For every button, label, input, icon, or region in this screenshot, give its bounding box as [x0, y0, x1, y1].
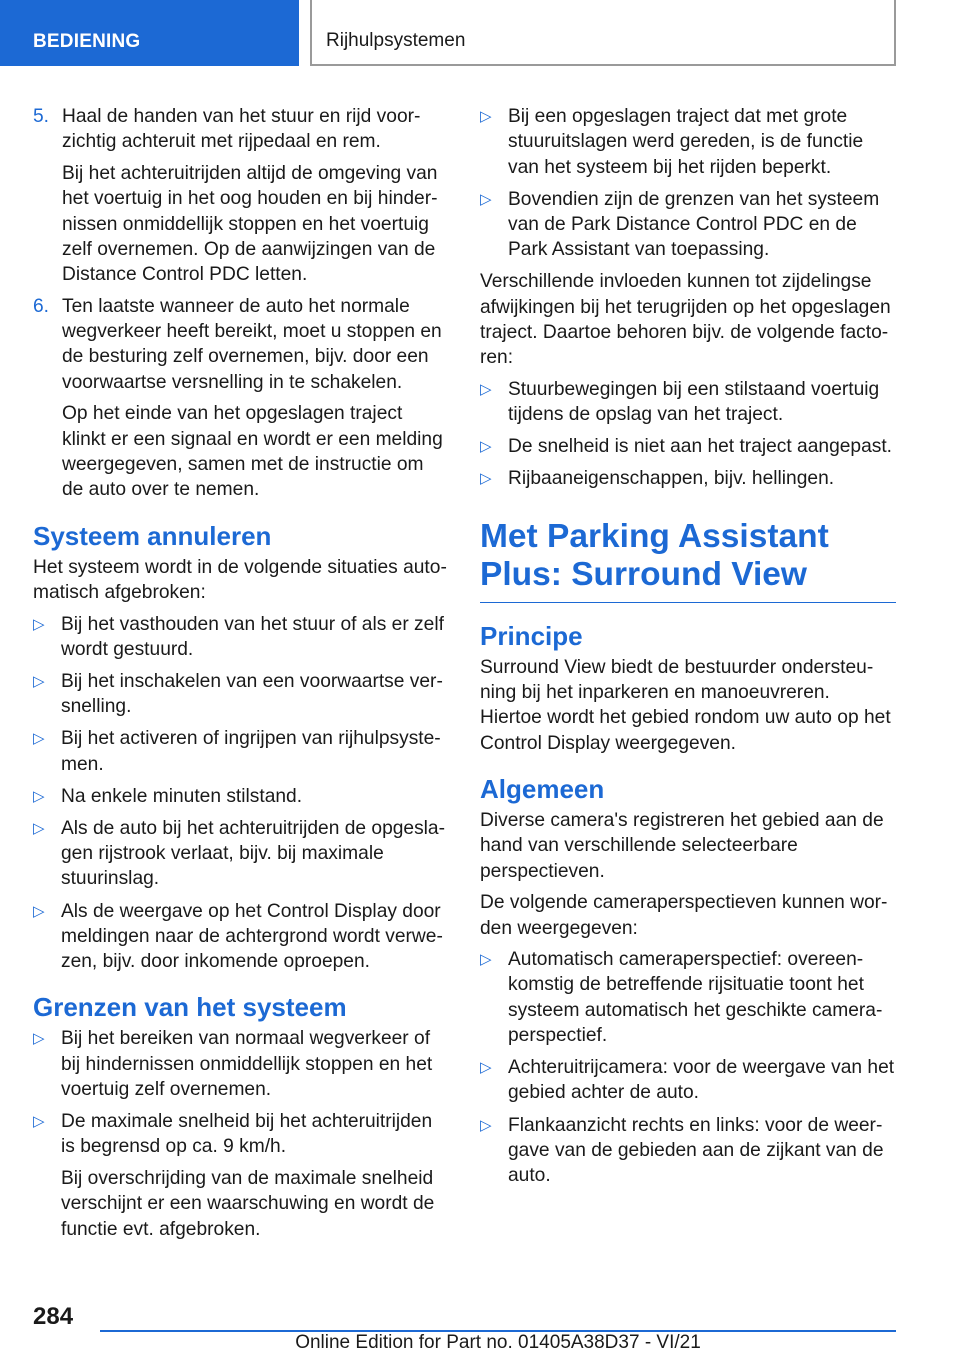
triangle-bullet-icon: ▷ — [33, 1030, 45, 1048]
step-text: Bij het achteruitrijden altijd de omgeving van het voertuig in het oog houden en bij hindernissen onmiddellijk stoppen en het voertuig zelf overnemen. Op de aanwijzingen van de Distance Control PDC letten. — [62, 162, 438, 286]
page-header — [0, 0, 960, 66]
list-item — [480, 947, 896, 1048]
step-number: 5. — [33, 106, 50, 127]
section-heading-principle: Principe — [480, 620, 583, 651]
list-item-text: Rijbaaneigenschappen, bijv. hellingen. — [508, 468, 835, 490]
triangle-bullet-icon: ▷ — [480, 951, 492, 969]
paragraph: Het systeem wordt in de volgende situaties automatisch afgebroken: — [33, 556, 447, 603]
list-item-text: Stuurbewegingen bij een stilstaand voertuig tijdens de opslag van het traject. — [508, 378, 880, 426]
section-heading-limits: Grenzen van het systeem — [33, 992, 347, 1023]
chapter-tab — [310, 0, 896, 66]
list-item-text: Bovendien zijn de grenzen van het systeem van de Park Distance Control PDC en de Park Assistant van toepassing. — [508, 188, 880, 261]
list-item-text: Bij het activeren of ingrijpen van rijhulpsystemen. — [61, 728, 441, 775]
list-item — [33, 669, 449, 720]
edition-note: Online Edition for Part no. 01405A38D37 - VI/21 — [295, 1332, 701, 1353]
chapter-heading: Met Parking Assistant Plus: Surround View — [480, 518, 896, 603]
paragraph: Diverse camera's registreren het gebied aan de hand van verschillende selecteerbare perspectieven. — [480, 809, 884, 882]
list-item-text: Bij een opgeslagen traject dat met grote stuuruitslagen werd gereden, is de functie van het systeem bij het rijden beperkt. — [508, 106, 864, 178]
list-item-text: Automatisch cameraperspectief: overeenkomstig de betreffende rijsituatie toont het systeem automatisch het geschikte cameraperspectief. — [508, 949, 883, 1047]
triangle-bullet-icon: ▷ — [480, 190, 492, 208]
list-item-text: Als de auto bij het achteruitrijden de opgeslagen rijstrook verlaat, bijv. bij maximale stuurinslag. — [61, 817, 445, 890]
list-item — [480, 377, 896, 428]
triangle-bullet-icon: ▷ — [33, 1113, 45, 1131]
list-item — [33, 726, 449, 777]
page-number: 284 — [33, 1303, 74, 1330]
list-item-text: Na enkele minuten stilstand. — [61, 785, 303, 807]
step-text: Ten laatste wanneer de auto het normale wegverkeer heeft bereikt, moet u stoppen en de besturing zelf overnemen, bijv. door een voorwaartse versnelling in te schakelen. — [62, 295, 442, 393]
list-item-text: Bij het bereiken van normaal wegverkeer of bij hindernissen onmiddellijk stoppen en het voertuig zelf overnemen. — [61, 1028, 433, 1101]
list-item-text: Bij het inschakelen van een voorwaartse versnelling. — [61, 671, 443, 718]
list-item-text: Als de weergave op het Control Display door meldingen naar de achtergrond wordt verwezen, bijv. door inkomende oproepen. — [61, 900, 443, 973]
step-6 — [33, 294, 449, 503]
list-item-text: De maximale snelheid bij het achteruitrijden is begrensd op ca. 9 km/h. — [61, 1111, 433, 1158]
triangle-bullet-icon: ▷ — [480, 470, 492, 488]
list-item — [33, 612, 449, 663]
list-item-text: De snelheid is niet aan het traject aangepast. — [508, 436, 893, 458]
triangle-bullet-icon: ▷ — [480, 1116, 492, 1134]
list-item-text: Flankaanzicht rechts en links: voor de weergave van de gebieden aan de zijkant van de auto. — [508, 1114, 884, 1187]
step-text: Op het einde van het opgeslagen traject klinkt er een signaal en wordt er een melding weergegeven, samen met de instructie om de auto over te nemen. — [62, 403, 443, 501]
list-item — [480, 104, 896, 180]
triangle-bullet-icon: ▷ — [480, 108, 492, 125]
triangle-bullet-icon: ▷ — [480, 1059, 492, 1077]
paragraph: Surround View biedt de bestuurder ondersteuning bij het inparkeren en manoeuvreren. Hiertoe wordt het gebied rondom uw auto op het Control Display weergegeven. — [480, 656, 891, 754]
list-item — [33, 1109, 449, 1242]
list-item — [33, 1026, 449, 1102]
list-item — [33, 816, 449, 892]
chapter-title: Rijhulpsystemen — [326, 30, 466, 51]
left-column — [33, 104, 449, 1249]
list-item-text: Bij het vasthouden van het stuur of als er zelf wordt gestuurd. — [61, 613, 444, 660]
triangle-bullet-icon: ▷ — [33, 673, 45, 690]
list-item-text: Achteruitrijcamera: voor de weergave van het gebied achter de auto. — [508, 1057, 895, 1104]
list-item — [33, 784, 449, 809]
triangle-bullet-icon: ▷ — [480, 380, 492, 398]
section-title: BEDIENING — [33, 31, 141, 52]
paragraph: De volgende cameraperspectieven kunnen worden weergegeven: — [480, 892, 888, 939]
list-item — [33, 899, 449, 975]
step-text: Haal de handen van het stuur en rijd voorzichtig achteruit met rijpedaal en rem. — [62, 106, 421, 153]
section-heading-cancel: Systeem annuleren — [33, 520, 272, 551]
step-5 — [33, 104, 449, 287]
right-column — [480, 104, 896, 1195]
section-tab — [0, 0, 299, 66]
section-heading-general: Algemeen — [480, 773, 605, 804]
triangle-bullet-icon: ▷ — [33, 615, 45, 633]
paragraph: Verschillende invloeden kunnen tot zijdelingse afwijkingen bij het terugrijden op het opgeslagen traject. Daartoe behoren bijv. de volgende factoren: — [480, 271, 891, 369]
list-item — [480, 1055, 896, 1106]
triangle-bullet-icon: ▷ — [33, 787, 45, 805]
triangle-bullet-icon: ▷ — [33, 730, 45, 748]
list-item — [480, 434, 896, 459]
triangle-bullet-icon: ▷ — [480, 438, 492, 456]
list-item — [480, 466, 896, 491]
step-number: 6. — [33, 295, 50, 317]
triangle-bullet-icon: ▷ — [33, 902, 45, 920]
list-item — [480, 1113, 896, 1189]
list-item-note: Bij overschrijding van de maximale snelheid verschijnt er een waarschuwing en wordt de functie evt. afgebroken. — [61, 1168, 435, 1240]
triangle-bullet-icon: ▷ — [33, 819, 45, 837]
list-item — [480, 187, 896, 263]
